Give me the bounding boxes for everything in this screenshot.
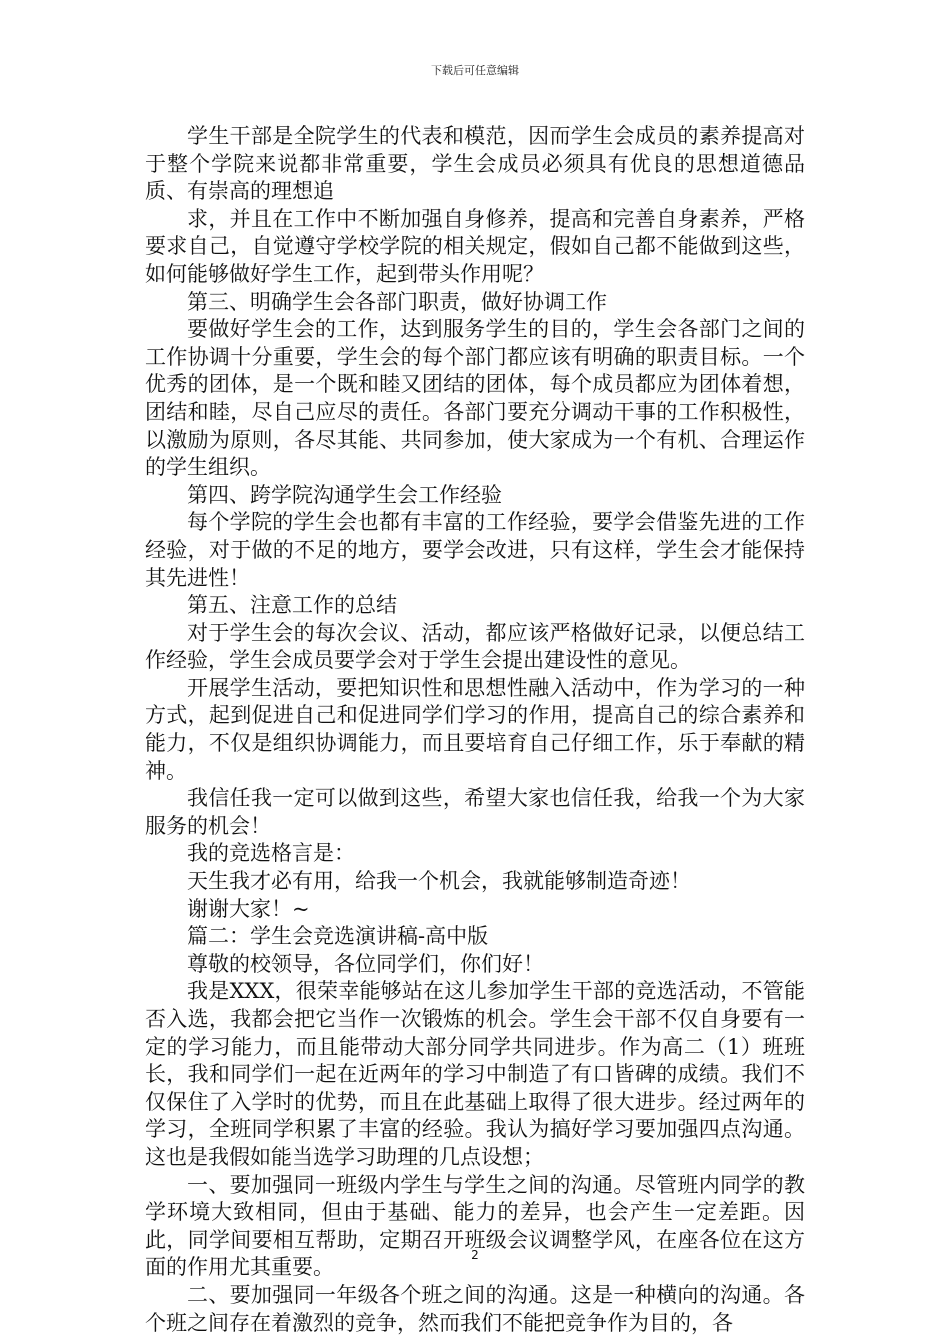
paragraph: 求，并且在工作中不断加强自身修养，提高和完善自身素养，严格要求自己，自觉遵守学校学院的相关规定，假如自己都不能做到这些，如何能够做好学生工作，起到带头作用呢？ [145, 206, 805, 286]
paragraph: 天生我才必有用，给我一个机会，我就能够制造奇迹！ [187, 869, 691, 894]
paragraph: 谢谢大家！~ [187, 896, 310, 921]
paragraph: 每个学院的学生会也都有丰富的工作经验，要学会借鉴先进的工作经验，对于做的不足的地方，要学会改进，只有这样，学生会才能保持其先进性！ [145, 510, 805, 590]
document-body [145, 123, 805, 1337]
page-number: 2 [471, 1248, 479, 1262]
paragraph: 对于学生会的每次会议、活动，都应该严格做好记录，以便总结工作经验，学生会成员要学会对于学生会提出建设性的意见。 [145, 620, 805, 673]
paragraph: 一、要加强同一班级内学生与学生之间的沟通。尽管班内同学的教学环境大致相同，但由于基础、能力的差异，也会产生一定差距。因此，同学间要相互帮助，定期召开班级会议调整学风，在座各位在这方面的作用尤其重要。 [145, 1172, 805, 1280]
paragraph: 开展学生活动，要把知识性和思想性融入活动中，作为学习的一种方式，起到促进自己和促进同学们学习的作用，提高自己的综合素养和能力，不仅是组织协调能力，而且要培育自己仔细工作，乐于奉献的精神。 [145, 675, 805, 783]
paragraph: 尊敬的校领导，各位同学们，你们好！ [187, 951, 544, 976]
paragraph: 学生干部是全院学生的代表和模范，因而学生会成员的素养提高对于整个学院来说都非常重要，学生会成员必须具有优良的思想道德品质、有崇高的理想追 [145, 124, 805, 204]
section-heading: 第四、跨学院沟通学生会工作经验 [187, 482, 502, 507]
paragraph: 要做好学生会的工作，达到服务学生的目的，学生会各部门之间的工作协调十分重要，学生会的每个部门都应该有明确的职责目标。一个优秀的团体，是一个既和睦又团结的团体，每个成员都应为团体着想，团结和睦，尽自己应尽的责任。各部门要充分调动干事的工作积极性，以激励为原则，各尽其能、共同参加，使大家成为一个有机、合理运作的学生组织。 [145, 317, 805, 480]
section-heading: 第三、明确学生会各部门职责，做好协调工作 [187, 289, 607, 314]
paragraph: 我是XXX，很荣幸能够站在这儿参加学生干部的竞选活动，不管能否入选，我都会把它当作一次锻炼的机会。学生会干部不仅自身要有一定的学习能力，而且能带动大部分同学共同进步。作为高二（1）班班长，我和同学们一起在近两年的学习中制造了有口皆碑的成绩。我们不仅保住了入学时的优势，而且在此基础上取得了很大进步。经过两年的学习，全班同学积累了丰富的经验。我认为搞好学习要加强四点沟通。这也是我假如能当选学习助理的几点设想； [145, 979, 805, 1169]
paragraph: 二、要加强同一年级各个班之间的沟通。这是一种横向的沟通。各个班之间存在着激烈的竞争，然而我们不能把竞争作为目的，各 [145, 1282, 805, 1335]
section-heading: 篇二：学生会竞选演讲稿-高中版 [187, 924, 489, 949]
page-header: 下载后可任意编辑 [431, 64, 519, 77]
paragraph: 我的竞选格言是： [187, 841, 355, 866]
paragraph: 我信任我一定可以做到这些，希望大家也信任我，给我一个为大家服务的机会！ [145, 786, 805, 838]
section-heading: 第五、注意工作的总结 [187, 593, 397, 618]
